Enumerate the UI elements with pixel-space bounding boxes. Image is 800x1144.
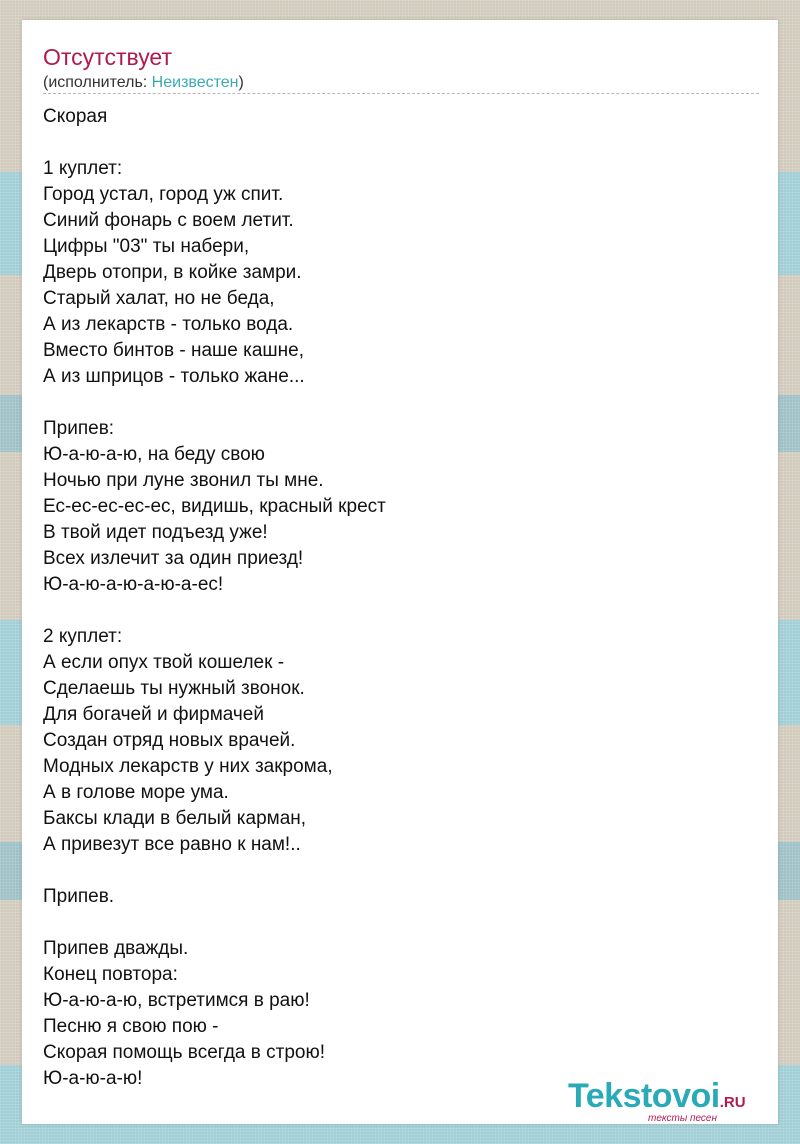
lyric-line: Конец повтора: (43, 964, 178, 985)
lyric-line: А из лекарств - только вода. (43, 314, 294, 335)
performer-suffix: ) (238, 74, 244, 91)
lyric-line: Ес-ес-ес-ес-ес, видишь, красный крест (43, 496, 386, 517)
lyric-line: 1 куплет: (43, 158, 123, 179)
lyric-line: Для богачей и фирмачей (43, 704, 264, 725)
lyric-line: Ночью при луне звонил ты мне. (43, 470, 324, 491)
lyric-line: Цифры "03" ты набери, (43, 236, 250, 257)
lyric-line: Ю-а-ю-а-ю! (43, 1068, 143, 1089)
lyric-line: Ю-а-ю-а-ю-а-ю-а-ес! (43, 574, 224, 595)
lyric-line: А если опух твой кошелек - (43, 652, 285, 673)
lyric-line: 2 куплет: (43, 626, 123, 647)
lyric-line: Припев. (43, 886, 115, 907)
site-logo[interactable] (568, 1076, 778, 1124)
lyric-line: Ю-а-ю-а-ю, встретимся в раю! (43, 990, 310, 1011)
lyric-line: Скорая помощь всегда в строю! (43, 1042, 326, 1063)
lyrics-text (43, 104, 759, 1092)
lyric-line: Старый халат, но не беда, (43, 288, 275, 309)
lyric-line: Создан отряд новых врачей. (43, 730, 296, 751)
lyric-line: Песню я свою пою - (43, 1016, 219, 1037)
lyric-line: Всех излечит за один приезд! (43, 548, 304, 569)
lyric-line: Город устал, город уж спит. (43, 184, 284, 205)
lyric-line (43, 390, 759, 416)
performer-prefix: (исполнитель: (43, 74, 152, 91)
lyric-line: Скорая (43, 106, 108, 127)
song-title[interactable]: Отсутствует (43, 44, 172, 70)
lyric-line: Дверь отопри, в койке замри. (43, 262, 302, 283)
lyric-line: Сделаешь ты нужный звонок. (43, 678, 305, 699)
performer-link[interactable]: Неизвестен (151, 74, 239, 91)
lyric-line: Баксы клади в белый карман, (43, 808, 307, 829)
lyric-line: Вместо бинтов - наше кашне, (43, 340, 304, 361)
performer-line (43, 73, 244, 93)
lyric-line (43, 858, 759, 884)
lyric-line (43, 130, 759, 156)
lyric-line: А из шприцов - только жане... (43, 366, 305, 387)
logo-tagline: тексты песен (648, 1113, 717, 1124)
logo-domain-suffix: .RU (719, 1094, 746, 1111)
lyrics-sheet (22, 20, 778, 1124)
lyric-line: А привезут все равно к нам!.. (43, 834, 301, 855)
lyric-line: Ю-а-ю-а-ю, на беду свою (43, 444, 265, 465)
lyric-line: А в голове море ума. (43, 782, 229, 803)
header-divider (43, 93, 759, 94)
lyric-line: Модных лекарств у них закрома, (43, 756, 333, 777)
logo-main-text: Tekstovoi (568, 1077, 720, 1115)
lyric-line: Припев дважды. (43, 938, 189, 959)
lyric-line: В твой идет подъезд уже! (43, 522, 268, 543)
lyric-line (43, 598, 759, 624)
lyric-line: Синий фонарь с воем летит. (43, 210, 294, 231)
lyric-line: Припев: (43, 418, 115, 439)
lyric-line (43, 910, 759, 936)
